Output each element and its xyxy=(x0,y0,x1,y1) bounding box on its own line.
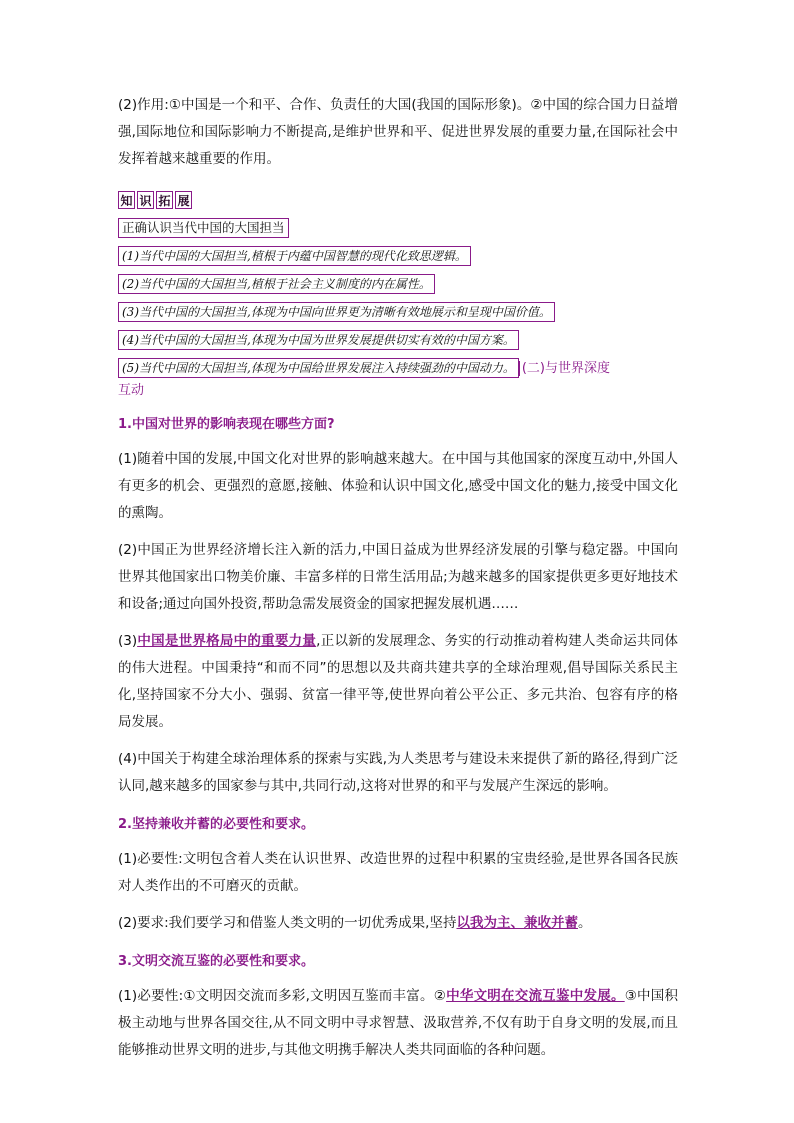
para-body: (1)必要性:①文明因交流而多彩,文明因互鉴而丰富。② xyxy=(118,988,447,1004)
badge-char: 展 xyxy=(175,191,192,209)
expansion-box xyxy=(118,214,678,400)
question-2-para-1: (1)必要性:文明包含着人类在认识世界、改造世界的过程中积累的宝贵经验,是世界各国各民族对人类作出的不可磨灭的贡献。 xyxy=(118,851,678,894)
para-body: (2)要求:我们要学习和借鉴人类文明的一切优秀成果,坚持 xyxy=(118,915,457,931)
expansion-line: (5)当代中国的大国担当,体现为中国给世界发展注入持续强劲的中国动力。 xyxy=(118,358,519,378)
section-heading-2-part1: (二)与世界深度 xyxy=(519,361,610,376)
badge-char: 拓 xyxy=(156,191,173,209)
intro-paragraph: (2)作用:①中国是一个和平、合作、负责任的大国(我国的国际形象)。②中国的综合国力日益增强,国际地位和国际影响力不断提高,是维护世界和平、促进世界发展的重要力量,在国际社会中发挥着越来越重要的作用。 xyxy=(118,97,678,167)
question-3-heading: 3.文明交流互鉴的必要性和要求。 xyxy=(118,954,314,969)
para-body: ③中国积极主动地与世界各国交往,从不同文明中寻求智慧、汲取营养,不仅有助于自身文明的发展,而且能够推动世界文明的进步,与其他文明携手解决人类共同面临的各种问题。 xyxy=(118,988,679,1058)
badge-char: 知 xyxy=(118,191,135,209)
question-1-para-2: (2)中国正为世界经济增长注入新的活力,中国日益成为世界经济发展的引擎与稳定器。中国向世界其他国家出口物美价廉、丰富多样的日常生活用品;为越来越多的国家提供更多更好地技术和设备;通过向国外投资,帮助急需发展资金的国家把握发展机遇…… xyxy=(118,542,678,612)
emphasis-text: 中华文明在交流互鉴中发展。 xyxy=(446,988,625,1004)
document-page xyxy=(118,92,678,1064)
para-suffix: 。 xyxy=(577,915,592,931)
question-1-para-1: (1)随着中国的发展,中国文化对世界的影响越来越大。在中国与其他国家的深度互动中,外国人有更多的机会、更强烈的意愿,接触、体验和认识中国文化,感受中国文化的魅力,接受中国文化的熏陶。 xyxy=(118,451,678,521)
para-prefix: (3) xyxy=(118,633,138,649)
expansion-line: (4)当代中国的大国担当,体现为中国为世界发展提供切实有效的中国方案。 xyxy=(118,330,519,350)
expansion-line: (1)当代中国的大国担当,植根于内蕴中国智慧的现代化致思逻辑。 xyxy=(118,246,471,266)
emphasis-text: 中国是世界格局中的重要力量 xyxy=(137,633,317,649)
question-2-para-2 xyxy=(118,910,678,937)
question-3-para-1 xyxy=(118,983,678,1064)
question-1-para-4: (4)中国关于构建全球治理体系的探索与实践,为人类思考与建设未来提供了新的路径,得到广泛认同,越来越多的国家参与其中,共同行动,这将对世界的和平与发展产生深远的影响。 xyxy=(118,751,678,794)
expansion-line: (3)当代中国的大国担当,体现为中国向世界更为清晰有效地展示和呈现中国价值。 xyxy=(118,302,555,322)
para-body: ,正以新的发展理念、务实的行动推动着构建人类命运共同体的伟大进程。中国秉持“和而不同”的思想以及共商共建共享的全球治理观,倡导国际关系民主化,坚持国家不分大小、强弱、贫富一律平等,使世界向着公平公正、多元共治、包容有序的格局发展。 xyxy=(118,633,678,730)
question-2-heading: 2.坚持兼收并蓄的必要性和要求。 xyxy=(118,817,314,832)
expansion-box-title: 正确认识当代中国的大国担当 xyxy=(118,218,289,238)
question-1-para-3 xyxy=(118,628,678,736)
expansion-line: (2)当代中国的大国担当,植根于社会主义制度的内在属性。 xyxy=(118,274,435,294)
question-1-heading: 1.中国对世界的影响表现在哪些方面? xyxy=(118,417,335,432)
emphasis-text: 以我为主、兼收并蓄 xyxy=(456,915,578,931)
knowledge-expansion-badge xyxy=(118,191,678,209)
badge-char: 识 xyxy=(137,191,154,209)
section-heading-2-part2: 互动 xyxy=(118,383,145,398)
